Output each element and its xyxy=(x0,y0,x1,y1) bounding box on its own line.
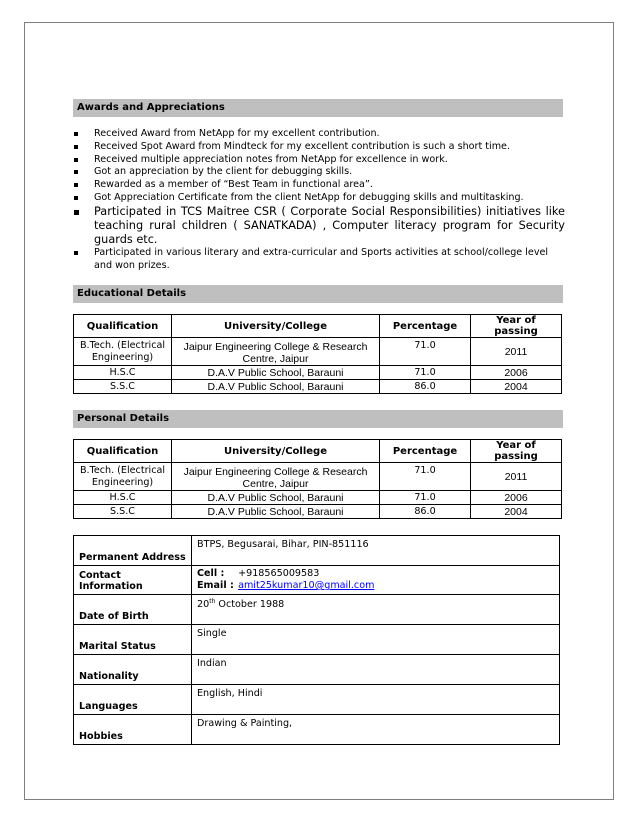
contact-information-value xyxy=(192,566,560,595)
table-row xyxy=(74,505,562,519)
table-cell: H.S.C xyxy=(74,366,172,380)
square-bullet-icon xyxy=(74,145,78,149)
square-bullet-icon xyxy=(74,196,78,200)
table-cell: D.A.V Public School, Barauni xyxy=(172,380,380,394)
list-item: Rewarded as a member of “Best Team in functional area”. xyxy=(73,179,565,192)
table-row xyxy=(74,338,562,366)
column-header: Year of passing xyxy=(471,440,562,463)
square-bullet-icon xyxy=(74,170,78,174)
table-cell: 71.0 xyxy=(380,491,471,505)
square-bullet-icon xyxy=(74,132,78,136)
column-header: Percentage xyxy=(380,315,471,338)
table-row xyxy=(74,685,560,715)
column-header: Year of passing xyxy=(471,315,562,338)
awards-section-header: Awards and Appreciations xyxy=(73,99,563,117)
table-cell: 2004 xyxy=(471,380,562,394)
column-header: University/College xyxy=(172,440,380,463)
square-bullet-icon xyxy=(74,210,79,215)
table-cell: D.A.V Public School, Barauni xyxy=(172,491,380,505)
table-cell: S.S.C xyxy=(74,380,172,394)
square-bullet-icon xyxy=(74,251,78,255)
personal-qualification-table xyxy=(73,439,562,519)
column-header: Qualification xyxy=(74,315,172,338)
nationality-label: Nationality xyxy=(74,655,192,685)
table-row xyxy=(74,463,562,491)
contact-information-label: Contact Information xyxy=(74,566,192,595)
date-of-birth-value: 20th October 1988 xyxy=(192,595,560,625)
education-section-header: Educational Details xyxy=(73,285,563,303)
square-bullet-icon xyxy=(74,183,78,187)
languages-value: English, Hindi xyxy=(192,685,560,715)
column-header: Percentage xyxy=(380,440,471,463)
table-row xyxy=(74,536,560,566)
list-item: Got Appreciation Certificate from the client NetApp for debugging skills and multitasking. xyxy=(73,192,565,205)
marital-status-value: Single xyxy=(192,625,560,655)
table-cell: 2006 xyxy=(471,366,562,380)
languages-label: Languages xyxy=(74,685,192,715)
table-cell: 2004 xyxy=(471,505,562,519)
list-item: Got an appreciation by the client for debugging skills. xyxy=(73,166,565,179)
permanent-address-value: BTPS, Begusarai, Bihar, PIN-851116 xyxy=(192,536,560,566)
list-item: Participated in TCS Maitree CSR ( Corporate Social Responsibilities) initiatives like teaching rural children ( SANATKADA) , Computer literacy program for Security guards etc. xyxy=(73,205,565,247)
hobbies-value: Drawing & Painting, xyxy=(192,715,560,745)
table-cell: Jaipur Engineering College & Research Centre, Jaipur xyxy=(172,338,380,366)
hobbies-label: Hobbies xyxy=(74,715,192,745)
table-row xyxy=(74,366,562,380)
list-item: Received Award from NetApp for my excellent contribution. xyxy=(73,128,565,141)
table-header-row xyxy=(74,440,562,463)
list-item: Participated in various literary and extra-curricular and Sports activities at school/college level and won prizes. xyxy=(73,247,565,273)
personal-info-table xyxy=(73,535,560,745)
table-row xyxy=(74,595,560,625)
email-link[interactable]: amit25kumar10@gmail.com xyxy=(238,580,375,591)
table-row xyxy=(74,625,560,655)
table-cell: 2011 xyxy=(471,338,562,366)
list-item: Received Spot Award from Mindteck for my excellent contribution is such a short time. xyxy=(73,141,565,154)
table-cell: 2011 xyxy=(471,463,562,491)
table-row xyxy=(74,715,560,745)
table-cell: H.S.C xyxy=(74,491,172,505)
table-cell: 2006 xyxy=(471,491,562,505)
column-header: Qualification xyxy=(74,440,172,463)
marital-status-label: Marital Status xyxy=(74,625,192,655)
square-bullet-icon xyxy=(74,158,78,162)
table-cell: D.A.V Public School, Barauni xyxy=(172,366,380,380)
table-row xyxy=(74,655,560,685)
table-row xyxy=(74,566,560,595)
table-cell: 71.0 xyxy=(380,338,471,366)
awards-list xyxy=(73,128,565,272)
nationality-value: Indian xyxy=(192,655,560,685)
table-cell: B.Tech. (Electrical Engineering) xyxy=(74,338,172,366)
table-cell: 86.0 xyxy=(380,505,471,519)
education-table xyxy=(73,314,562,394)
email-label: Email : xyxy=(197,580,234,591)
date-of-birth-label: Date of Birth xyxy=(74,595,192,625)
table-cell: 71.0 xyxy=(380,366,471,380)
table-cell: 86.0 xyxy=(380,380,471,394)
table-row xyxy=(74,491,562,505)
column-header: University/College xyxy=(172,315,380,338)
cell-value: +918565009583 xyxy=(238,568,320,579)
table-header-row xyxy=(74,315,562,338)
list-item: Received multiple appreciation notes from NetApp for excellence in work. xyxy=(73,154,565,167)
table-row xyxy=(74,380,562,394)
cell-label: Cell : xyxy=(197,568,225,579)
personal-section-header: Personal Details xyxy=(73,410,563,428)
permanent-address-label: Permanent Address xyxy=(74,536,192,566)
table-cell: D.A.V Public School, Barauni xyxy=(172,505,380,519)
table-cell: B.Tech. (Electrical Engineering) xyxy=(74,463,172,491)
table-cell: Jaipur Engineering College & Research Centre, Jaipur xyxy=(172,463,380,491)
table-cell: S.S.C xyxy=(74,505,172,519)
table-cell: 71.0 xyxy=(380,463,471,491)
